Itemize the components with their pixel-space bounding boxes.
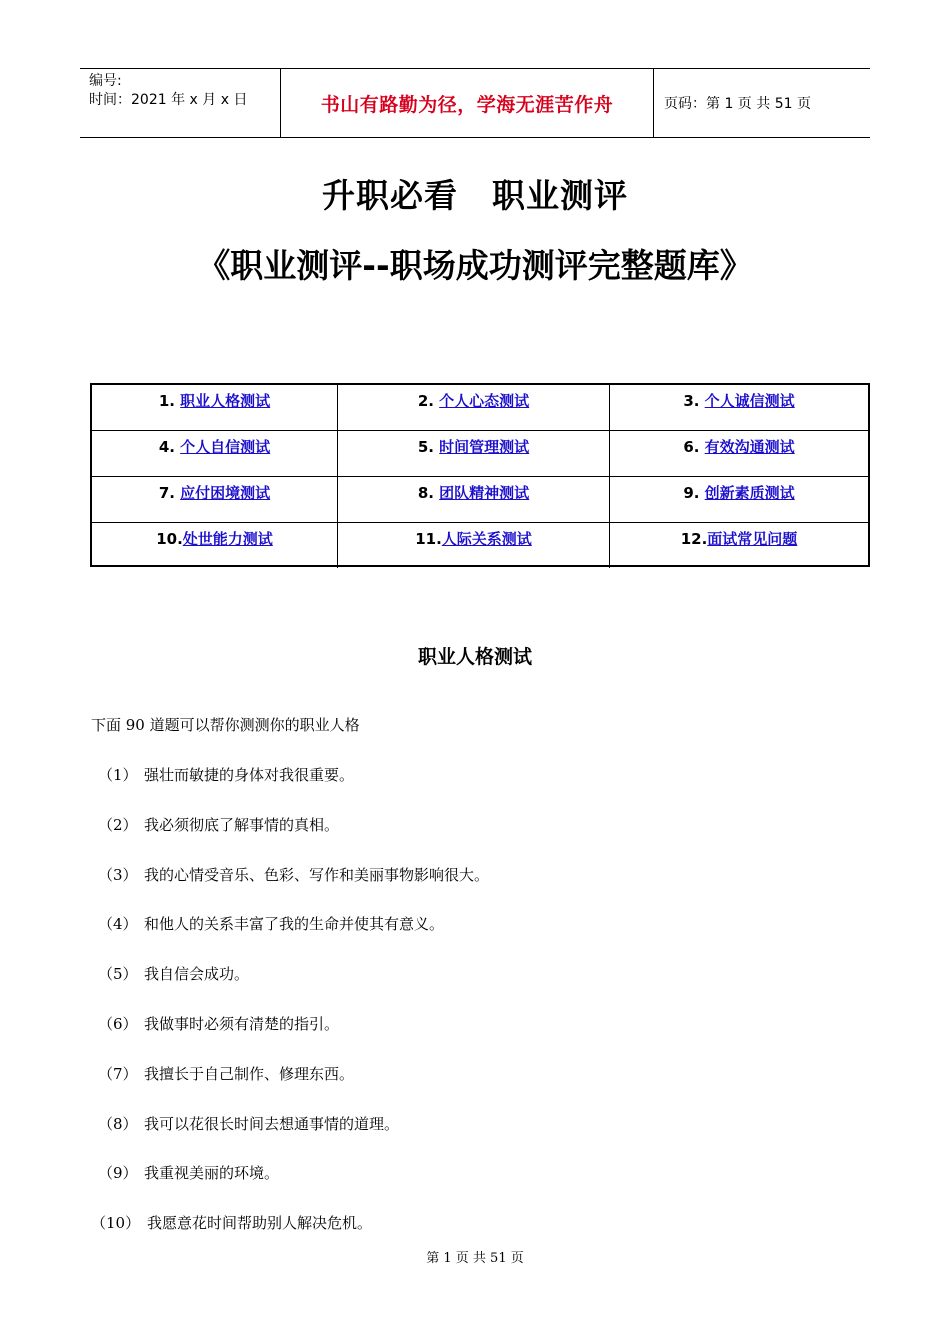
toc-row (92, 431, 868, 477)
toc-cell: 3. 个人诚信测试 (683, 392, 795, 410)
document-header (80, 68, 870, 138)
toc-table (90, 383, 870, 567)
toc-cell: 5. 时间管理测试 (338, 431, 610, 476)
question-item: （1） 强壮而敏捷的身体对我很重要。 (98, 766, 355, 784)
toc-cell: 1. 职业人格测试 (92, 385, 338, 430)
toc-cell: 6. 有效沟通测试 (683, 438, 795, 456)
toc-cell: 9. 创新素质测试 (683, 484, 795, 502)
question-item: （4） 和他人的关系丰富了我的生命并使其有意义。 (98, 915, 445, 933)
header-page-info: 页码：第 1 页 共 51 页 (664, 96, 811, 112)
header-motto-cell (281, 69, 654, 137)
page-title: 升职必看 职业测评 (322, 176, 628, 215)
number-label: 编号: (89, 73, 122, 89)
page-subtitle: 《职业测评--职场成功测评完整题库》 (197, 246, 753, 285)
section-intro: 下面 90 道题可以帮你测测你的职业人格 (91, 716, 360, 734)
toc-row (92, 385, 868, 431)
question-item: （6） 我做事时必须有清楚的指引。 (98, 1015, 340, 1033)
toc-link[interactable]: 时间管理测试 (439, 438, 530, 456)
toc-cell: 4. 个人自信测试 (92, 431, 338, 476)
section-title: 职业人格测试 (417, 646, 532, 668)
toc-cell: 8. 团队精神测试 (338, 477, 610, 522)
toc-link[interactable]: 团队精神测试 (439, 484, 530, 502)
date-label: 时间：2021 年 x 月 x 日 (89, 92, 248, 108)
toc-link[interactable]: 有效沟通测试 (704, 438, 795, 456)
toc-link[interactable]: 处世能力测试 (182, 530, 273, 548)
toc-link[interactable]: 应付困境测试 (180, 484, 271, 502)
toc-link[interactable]: 个人心态测试 (439, 392, 530, 410)
toc-link[interactable]: 创新素质测试 (704, 484, 795, 502)
question-item: （3） 我的心情受音乐、色彩、写作和美丽事物影响很大。 (98, 866, 490, 884)
toc-link[interactable]: 人际关系测试 (441, 530, 532, 548)
toc-row (92, 477, 868, 523)
toc-link[interactable]: 面试常见问题 (707, 530, 798, 548)
question-item: （7） 我擅长于自己制作、修理东西。 (98, 1065, 355, 1083)
toc-link[interactable]: 职业人格测试 (180, 392, 271, 410)
question-item: （2） 我必须彻底了解事情的真相。 (98, 816, 340, 834)
question-item: （10） 我愿意花时间帮助别人解决危机。 (91, 1214, 373, 1232)
toc-cell: 2. 个人心态测试 (338, 385, 610, 430)
question-item: （8） 我可以花很长时间去想通事情的道理。 (98, 1115, 400, 1133)
toc-row (92, 523, 868, 568)
header-motto: 书山有路勤为径，学海无涯苦作舟 (320, 93, 614, 116)
toc-link[interactable]: 个人自信测试 (180, 438, 271, 456)
toc-cell: 11.人际关系测试 (338, 523, 610, 568)
page-footer: 第 1 页 共 51 页 (426, 1251, 524, 1266)
toc-link[interactable]: 个人诚信测试 (704, 392, 795, 410)
toc-cell: 7. 应付困境测试 (92, 477, 338, 522)
question-item: （5） 我自信会成功。 (98, 965, 250, 983)
question-item: （9） 我重视美丽的环境。 (98, 1164, 280, 1182)
header-meta (80, 69, 281, 137)
toc-cell: 12.面试常见问题 (680, 530, 798, 548)
toc-cell: 10.处世能力测试 (92, 523, 338, 568)
